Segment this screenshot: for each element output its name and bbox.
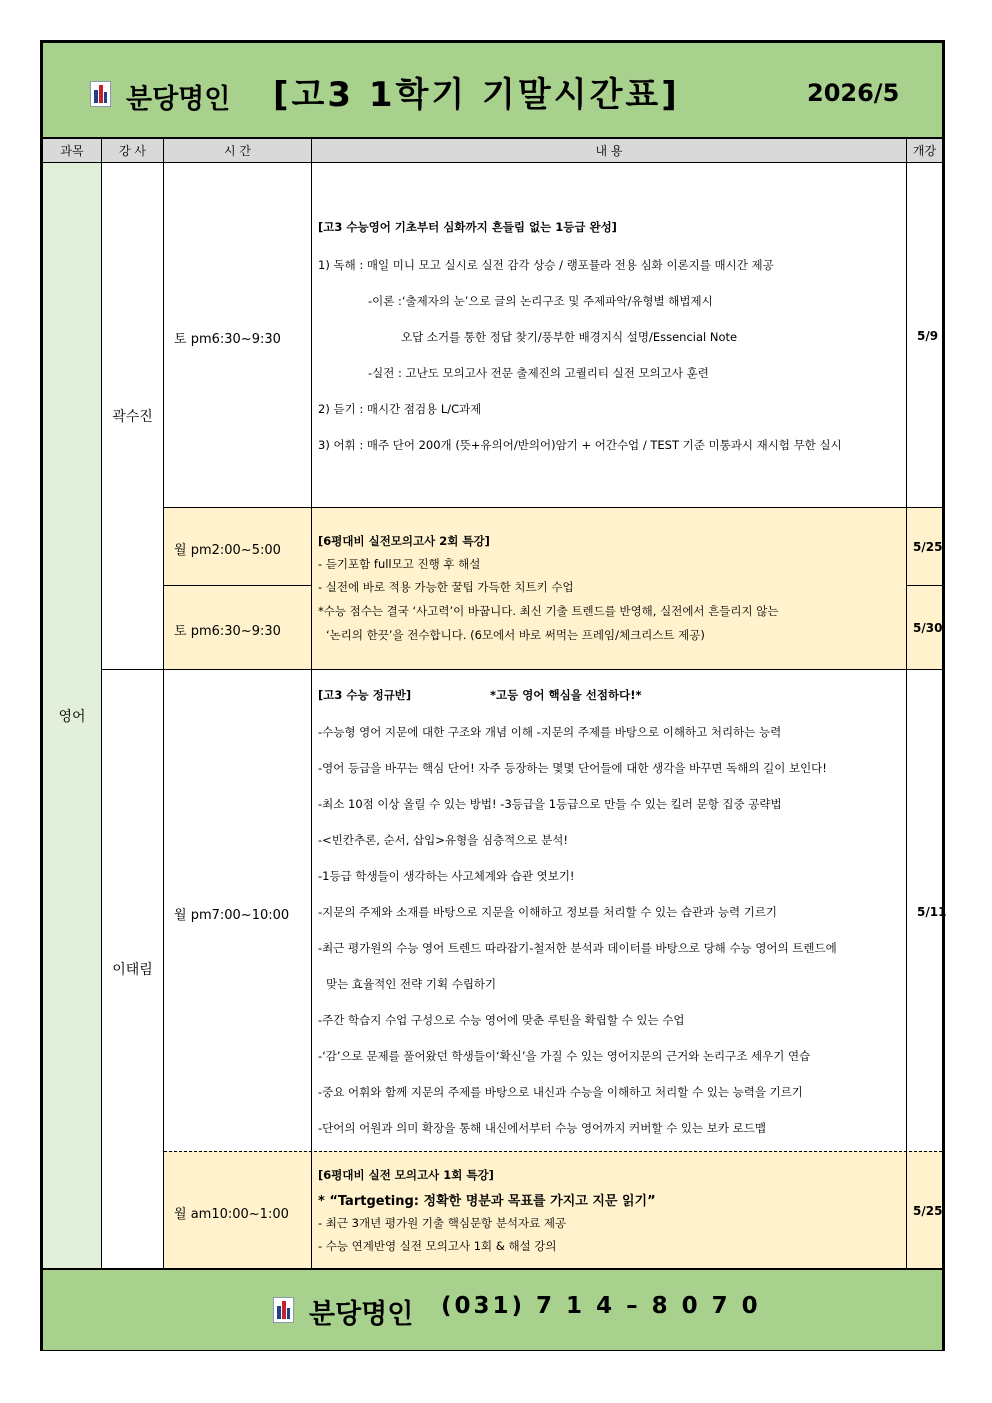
timetable-frame [40, 40, 945, 1351]
content-line: -중요 어휘와 함께 지문의 주제를 바탕으로 내신과 수능을 이해하고 처리할 수 있는 능력을 기르기 [318, 1085, 803, 1099]
start-date: 5/25 [913, 540, 943, 554]
page-title: [고3 1학기 기말시간표] [273, 75, 680, 115]
session-time: 월 am10:00~1:00 [174, 1207, 289, 1222]
start-date: 5/25 [913, 1204, 943, 1218]
col-header-subject: 과목 [43, 139, 101, 163]
col-header-time: 시 간 [164, 139, 311, 163]
brand-name: 분당명인 [126, 84, 231, 115]
content-line: 맞는 효율적인 전략 기획 수립하기 [326, 977, 497, 991]
content-line: -최근 평가원의 수능 영어 트렌드 따라잡기-철저한 분석과 데이터를 바탕으로 당해 수능 영어의 트렌드에 [318, 941, 837, 955]
start-date: 5/11 [917, 905, 947, 919]
content-line: -지문의 주제와 소재를 바탕으로 지문을 이해하고 정보를 처리할 수 있는 습관과 능력 기르기 [318, 905, 778, 919]
teacher-name: 이태림 [112, 962, 153, 978]
content-line: -<빈칸추론, 순서, 삽입>유형을 심층적으로 분석! [318, 833, 568, 847]
content-line: -수능형 영어 지문에 대한 구조와 개념 이해 -지문의 주제를 바탕으로 이해하고 처리하는 능력 [318, 725, 782, 739]
start-date: 5/9 [917, 329, 939, 343]
course-title: [고3 수능 정규반] [318, 688, 412, 702]
course-tagline: *고등 영어 핵심을 선점하다!* [490, 688, 642, 702]
content-line: -주간 학습지 수업 구성으로 수능 영어에 맞춘 루틴을 확립할 수 있는 수업 [318, 1013, 685, 1027]
content-line: 2) 듣기 : 매시간 점검용 L/C과제 [318, 402, 482, 416]
content-line: -영어 등급을 바꾸는 핵심 단어! 자주 등장하는 몇몇 단어들에 대한 생각을 바꾸면 독해의 길이 보인다! [318, 761, 827, 775]
col-header-start: 개강 [907, 139, 942, 163]
content-line: -이론 :‘출제자의 눈’으로 글의 논리구조 및 주제파악/유형별 해법제시 [368, 294, 713, 308]
content-line: 오답 소거를 통한 정답 찾기/풍부한 배경지식 설명/Essencial Note [401, 330, 738, 344]
content-line: -실전 : 고난도 모의고사 전문 출제진의 고퀄리티 실전 모의고사 훈련 [368, 366, 709, 380]
content-line: -최소 10점 이상 올릴 수 있는 방법! -3등급을 1등급으로 만들 수 있는 킬러 문항 집중 공략법 [318, 797, 782, 811]
content-line: ‘논리의 한끗’을 전수합니다. (6모에서 바로 써먹는 프레임/체크리스트 제공) [326, 628, 705, 642]
content-line: - 듣기포함 full모고 진행 후 해설 [318, 557, 481, 571]
content-line: - 실전에 바로 적용 가능한 꿀팁 가득한 치트키 수업 [318, 580, 574, 594]
content-line: 1) 독해 : 매일 미니 모고 실시로 실전 감각 상승 / 랭포뮬라 전용 심화 이론지를 매시간 제공 [318, 258, 774, 272]
session-time: 토 pm6:30~9:30 [174, 332, 281, 347]
content-line: 3) 어휘 : 매주 단어 200개 (뜻+유의어/반의어)암기 + 어간수업 / TEST 기준 미통과시 재시험 무한 실시 [318, 438, 842, 452]
course-tagline: * “Tartgeting: 정확한 명분과 목표를 가지고 지문 읽기” [318, 1194, 656, 1209]
content-line: *수능 점수는 결국 ‘사고력’이 바꿉니다. 최신 기출 트렌드를 반영해, 실전에서 흔들리지 않는 [318, 604, 779, 618]
phone-number: (031) 7 1 4 – 8 0 7 0 [441, 1293, 761, 1319]
teacher-cell [102, 670, 163, 1268]
col-header-content: 내 용 [312, 139, 906, 163]
content-line: -‘감’으로 문제를 풀어왔던 학생들이‘확신’을 가질 수 있는 영어지문의 근거와 논리구조 세우기 연습 [318, 1049, 811, 1063]
session-time: 토 pm6:30~9:30 [174, 624, 281, 639]
footer-brand: 분당명인 [309, 1299, 414, 1330]
subject-cell [43, 163, 101, 1268]
session-time: 월 pm2:00~5:00 [174, 543, 281, 558]
subject-label: 영어 [58, 708, 86, 725]
academy-logo-icon [273, 1297, 294, 1323]
session-time: 월 pm7:00~10:00 [174, 908, 290, 923]
col-header-teacher: 강 사 [102, 139, 163, 163]
content-line: -단어의 어원과 의미 확장을 통해 내신에서부터 수능 영어까지 커버할 수 있는 보카 로드맵 [318, 1121, 766, 1135]
academy-logo-icon [90, 81, 111, 107]
start-date: 5/30 [913, 621, 943, 635]
teacher-name: 곽수진 [112, 409, 153, 425]
course-title: [6평대비 실전모의고사 2회 특강] [318, 534, 490, 548]
content-line: -1등급 학생들이 생각하는 사고체계와 습관 엿보기! [318, 869, 575, 883]
header-banner [43, 43, 942, 139]
schedule-date: 2026/5 [807, 79, 900, 107]
content-line: - 최근 3개년 평가원 기출 핵심문항 분석자료 제공 [318, 1216, 567, 1230]
course-title: [고3 수능영어 기초부터 심화까지 흔들림 없는 1등급 완성] [318, 220, 617, 234]
content-line: - 수능 연계반영 실전 모의고사 1회 & 해설 강의 [318, 1239, 557, 1253]
course-title: [6평대비 실전 모의고사 1회 특강] [318, 1168, 494, 1182]
teacher-cell [102, 163, 163, 669]
